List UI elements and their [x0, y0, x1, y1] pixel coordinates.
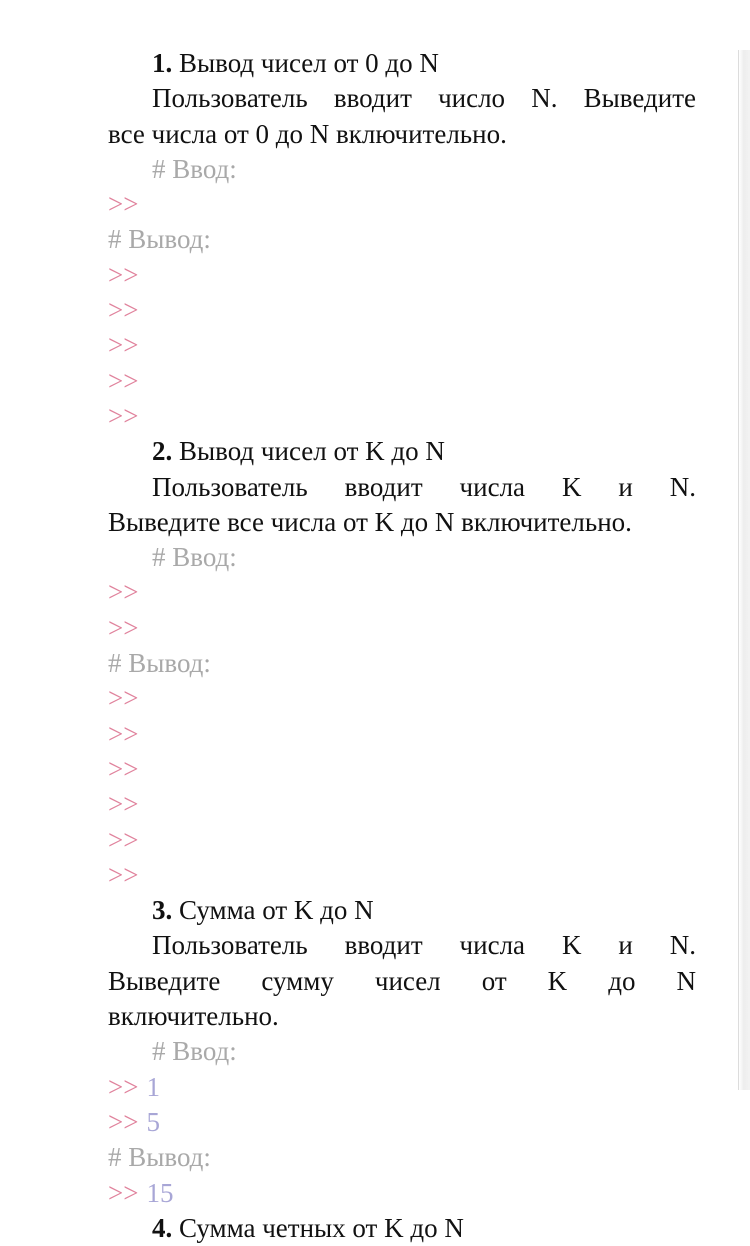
- prompt-line: >>: [108, 577, 139, 608]
- example-output-line: [108, 1176, 696, 1211]
- task-3-text-line-1: Пользователь вводит числа K и N.: [152, 930, 696, 961]
- prompt-line: >>: [108, 365, 139, 396]
- prompt-marker: >>: [108, 1177, 139, 1208]
- task-3-output-label: # Вывод:: [108, 1142, 211, 1173]
- task-number: 3.: [152, 895, 173, 926]
- task-2-text-line-1: Пользователь вводит числа K и N.: [152, 471, 696, 502]
- prompt-marker: >>: [108, 1106, 139, 1137]
- page-edge-shadow: [738, 50, 750, 1090]
- task-4-heading: [108, 1211, 696, 1246]
- prompt-line: >>: [108, 400, 139, 431]
- task-title: Вывод чисел от 0 до N: [179, 48, 439, 78]
- task-1-output-label: # Вывод:: [108, 224, 211, 255]
- task-3-input-label: # Ввод:: [152, 1036, 237, 1067]
- prompt-line: >>: [108, 753, 139, 784]
- task-2-input-label: # Ввод:: [152, 542, 237, 573]
- task-1-heading: [108, 46, 696, 81]
- task-2-text-line-2: Выведите все числа от K до N включительно.: [108, 506, 632, 537]
- example-input-line: [108, 1070, 696, 1105]
- prompt-line: >>: [108, 330, 139, 361]
- prompt-line: >>: [108, 612, 139, 643]
- prompt-line: >>: [108, 295, 139, 326]
- task-2-heading: [108, 434, 696, 469]
- example-input-value: 1: [146, 1071, 160, 1102]
- prompt-line: >>: [108, 824, 139, 855]
- task-number: 4.: [152, 1212, 173, 1243]
- task-1-input-label: # Ввод:: [152, 153, 237, 184]
- prompt-line: >>: [108, 683, 139, 714]
- prompt-line: >>: [108, 718, 139, 749]
- task-title: Вывод чисел от K до N: [179, 436, 445, 467]
- prompt-line: >>: [108, 259, 139, 290]
- task-3-text-line-2: Выведите сумму чисел от K до N: [108, 965, 696, 996]
- task-1-text-line-2: все числа от 0 до N включительно.: [108, 118, 507, 149]
- prompt-line: >>: [108, 859, 139, 890]
- document-body: [108, 46, 696, 1246]
- prompt-line: >>: [108, 189, 139, 220]
- task-title: Сумма четных от K до N: [179, 1212, 464, 1243]
- example-input-value: 5: [146, 1106, 160, 1137]
- task-3-text-line-3: включительно.: [108, 1001, 279, 1032]
- task-number: 2.: [152, 436, 173, 467]
- task-2-output-label: # Вывод:: [108, 648, 211, 679]
- task-title: Сумма от K до N: [179, 895, 374, 926]
- prompt-line: >>: [108, 789, 139, 820]
- prompt-marker: >>: [108, 1071, 139, 1102]
- example-output-value: 15: [146, 1177, 174, 1208]
- task-number: 1.: [152, 48, 173, 78]
- task-1-text-line-1: Пользователь вводит число N. Выведите: [152, 83, 696, 114]
- example-input-line: [108, 1105, 696, 1140]
- task-3-heading: [108, 893, 696, 928]
